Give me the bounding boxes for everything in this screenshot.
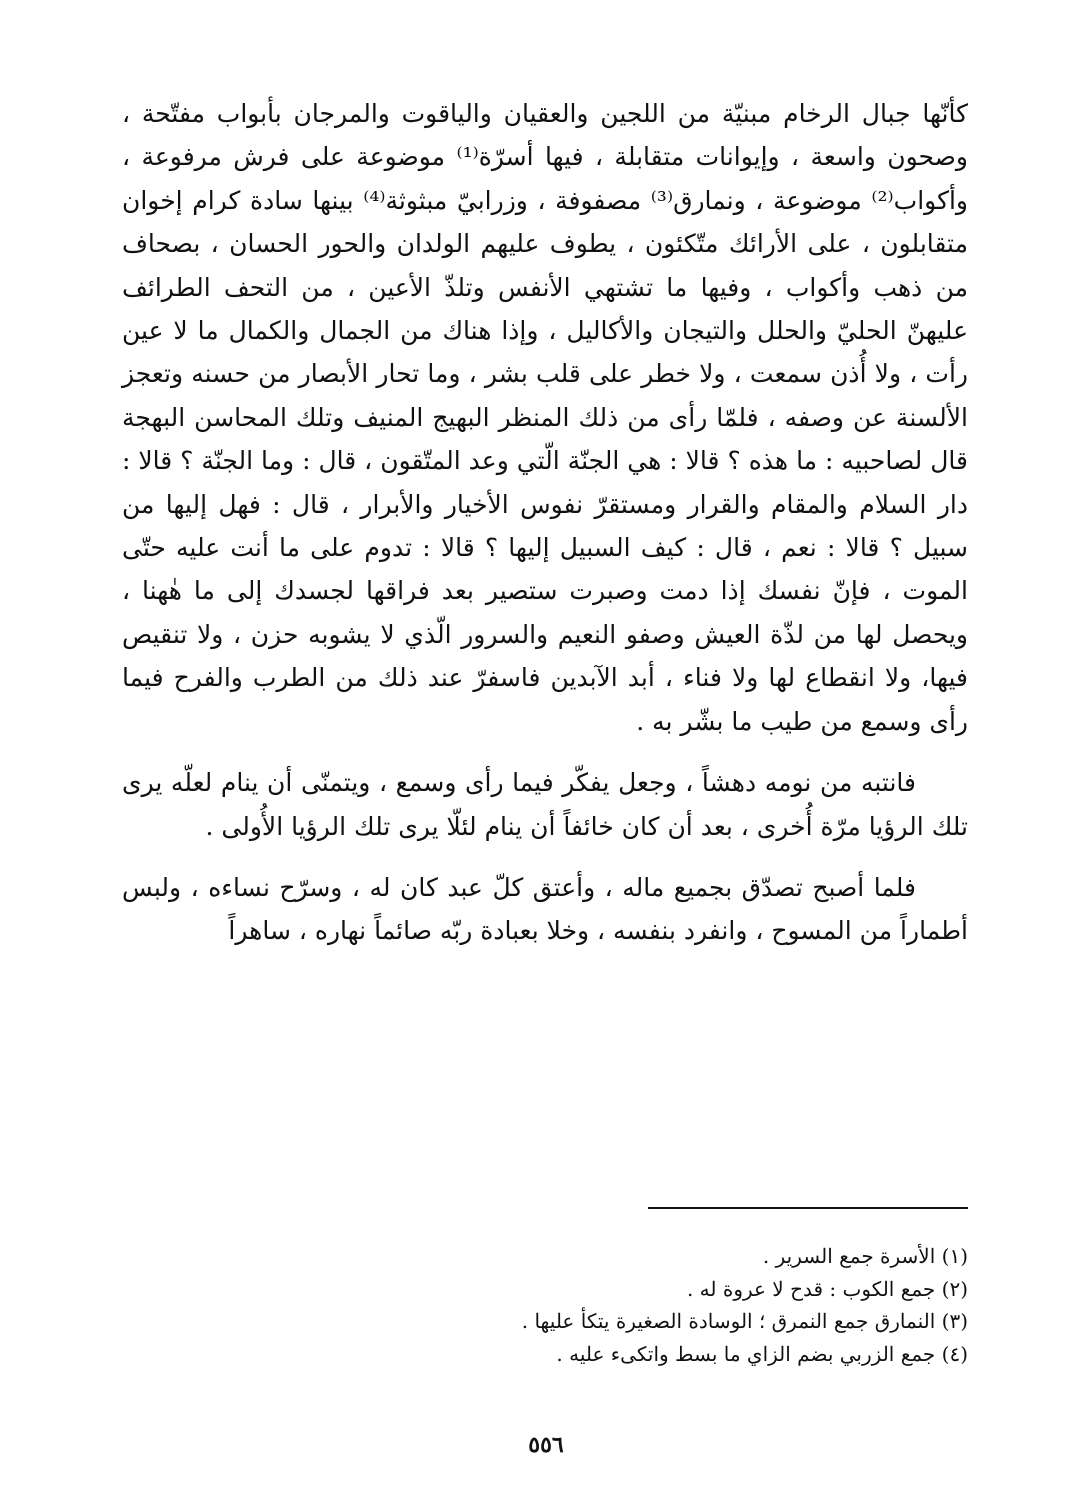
- main-text: [122, 92, 968, 953]
- footnotes: [300, 1240, 968, 1370]
- footnote: (٤) جمع الزربي بضم الزاي ما بسط واتكىء عليه .: [556, 1341, 968, 1366]
- page-number: ٥٥٦: [528, 1432, 564, 1458]
- footnote-divider: [648, 1207, 968, 1209]
- paragraph: كأنّها جبال الرخام مبنيّة من اللجين والعقيان والياقوت والمرجان بأبواب مفتّحة ، وصحون واسعة ، وإيوانات متقابلة ، فيها أسرّة⁽¹⁾ موضوعة على فرش مرفوعة ، وأكواب⁽²⁾ موضوعة ، ونمارق⁽³⁾ مصفوفة ، وزرابيّ مبثوثة⁽⁴⁾ بينها سادة كرام إخوان متقابلون ، على الأرائك متّكئون ، يطوف عليهم الولدان والحور الحسان ، بصحاف من ذهب وأكواب ، وفيها ما تشتهي الأنفس وتلذّ الأعين ، من التحف الطرائف عليهنّ الحليّ والحلل والتيجان والأكاليل ، وإذا هناك من الجمال والكمال ما لا عين رأت ، ولا أُذن سمعت ، ولا خطر على قلب بشر ، وما تحار الأبصار من حسنه وتعجز الألسنة عن وصفه ، فلمّا رأى من ذلك المنظر البهيج المنيف وتلك المحاسن البهجة قال لصاحبيه : ما هذه ؟ قالا : هي الجنّة الّتي وعد المتّقون ، قال : وما الجنّة ؟ قالا : دار السلام والمقام والقرار ومستقرّ نفوس الأخيار والأبرار ، قال : فهل إليها من سبيل ؟ قالا : نعم ، قال : كيف السبيل إليها ؟ قالا : تدوم على ما أنت عليه حتّى الموت ، فإنّ نفسك إذا دمت وصبرت ستصير بعد فراقها لجسدك إلى ما هٰهنا ، ويحصل لها من لذّة العيش وصفو النعيم والسرور الّذي لا يشوبه حزن ، ولا تنقيص فيها، ولا انقطاع لها ولا فناء ، أبد الآبدين فاسفرّ عند ذلك من الطرب والفرح فيما رأى وسمع من طيب ما بشّر به .: [122, 99, 968, 736]
- paragraph: فلما أصبح تصدّق بجميع ماله ، وأعتق كلّ عبد كان له ، وسرّح نساءه ، ولبس أطماراً من المسوح ، وانفرد بنفسه ، وخلا بعبادة ربّه صائماً نهاره ، ساهراً: [122, 872, 968, 946]
- paragraph: فانتبه من نومه دهشاً ، وجعل يفكّر فيما رأى وسمع ، ويتمنّى أن ينام لعلّه يرى تلك الرؤيا مرّة أُخرى ، بعد أن كان خائفاً أن ينام لئلّا يرى تلك الرؤيا الأُولى .: [122, 768, 968, 841]
- footnote: (٣) النمارق جمع النمرق ؛ الوسادة الصغيرة يتكأ عليها .: [521, 1309, 968, 1333]
- footnote: (١) الأسرة جمع السرير .: [762, 1244, 968, 1268]
- footnote: (٢) جمع الكوب : قدح لا عروة له .: [686, 1276, 968, 1301]
